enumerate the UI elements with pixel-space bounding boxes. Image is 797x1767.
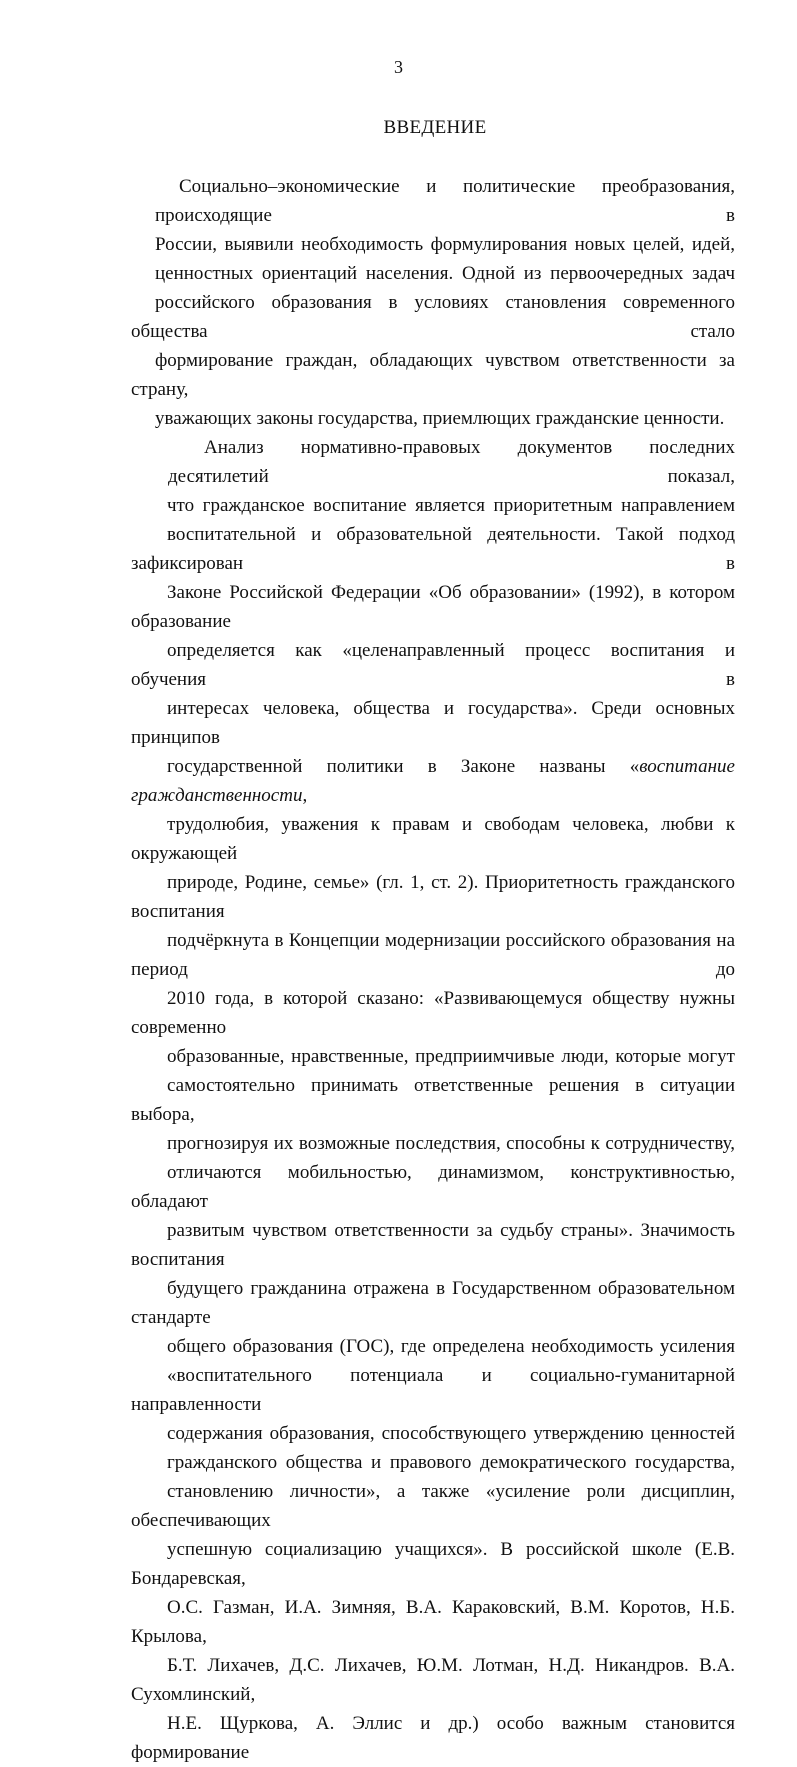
text-line: Н.Е. Щуркова, А. Эллис и др.) особо важным становится формирование <box>131 1713 735 1763</box>
text-line: Б.Т. Лихачев, Д.С. Лихачев, Ю.М. Лотман, Н.Д. Никандров. В.А. Сухомлинский, <box>131 1655 735 1705</box>
emphasized-text: воспитание гражданственности <box>131 756 735 806</box>
text-line: становлению личности», а также «усиление роли дисциплин, обеспечивающих <box>131 1481 735 1531</box>
text-line: природе, Родине, семье» (гл. 1, ст. 2). Приоритетность гражданского воспитания <box>131 872 735 922</box>
text-line: подчёркнута в Концепции модернизации российского образования на период до <box>131 930 735 980</box>
paragraph-1 <box>131 172 735 433</box>
text-line: определяется как «целенаправленный процесс воспитания и обучения в <box>131 640 735 690</box>
text-line: гражданского общества и правового демократического государства, <box>167 1452 735 1473</box>
text-line: О.С. Газман, И.А. Зимняя, В.А. Караковский, В.М. Коротов, Н.Б. Крылова, <box>131 1597 735 1647</box>
text-line: России, выявили необходимость формулирования новых целей, идей, <box>155 234 735 255</box>
text-line: общего образования (ГОС), где определена необходимость усиления <box>167 1336 735 1357</box>
text-line: развитым чувством ответственности за судьбу страны». Значимость воспитания <box>131 1220 735 1270</box>
text-line: образованные, нравственные, предприимчивые люди, которые могут <box>167 1046 735 1067</box>
text-line: успешную социализацию учащихся». В российской школе (Е.В. Бондаревская, <box>131 1539 735 1589</box>
text-line: самостоятельно принимать ответственные решения в ситуации выбора, <box>131 1075 735 1125</box>
paragraph-2 <box>131 433 735 1767</box>
text-line: Социально–экономические и политические преобразования, происходящие в <box>155 176 735 226</box>
text-line: ценностных ориентаций населения. Одной из первоочередных задач <box>155 263 735 284</box>
text-line: интересах человека, общества и государства». Среди основных принципов <box>131 698 735 748</box>
text-line: 2010 года, в которой сказано: «Развивающемуся обществу нужны современно <box>131 988 735 1038</box>
text-line: «воспитательного потенциала и социально-гуманитарной направленности <box>131 1365 735 1415</box>
text-line: российского образования в условиях становления современного общества стало <box>131 292 735 342</box>
page-number: 3 <box>394 57 403 77</box>
text-line: прогнозируя их возможные последствия, способны к сотрудничеству, <box>167 1133 735 1154</box>
text-line: отличаются мобильностью, динамизмом, конструктивностью, обладают <box>131 1162 735 1212</box>
text-segment: государственной политики в Законе названы « <box>167 756 640 777</box>
text-line-with-emphasis <box>131 752 735 810</box>
text-line: воспитательной и образовательной деятельности. Такой подход зафиксирован в <box>131 524 735 574</box>
text-line: что гражданское воспитание является приоритетным направлением <box>167 495 735 516</box>
document-body <box>131 172 735 1767</box>
text-line: содержания образования, способствующего утверждению ценностей <box>167 1423 735 1444</box>
text-line: Анализ нормативно-правовых документов последних десятилетий показал, <box>168 437 735 487</box>
text-line: Законе Российской Федерации «Об образовании» (1992), в котором образование <box>131 582 735 632</box>
text-line: трудолюбия, уважения к правам и свободам человека, любви к окружающей <box>131 814 735 864</box>
text-line: уважающих законы государства, приемлющих гражданские ценности. <box>155 408 725 429</box>
text-line: будущего гражданина отражена в Государственном образовательном стандарте <box>131 1278 735 1328</box>
text-segment: , <box>302 785 308 806</box>
page-title: ВВЕДЕНИЕ <box>383 117 487 138</box>
text-line: формирование граждан, обладающих чувством ответственности за страну, <box>131 350 735 400</box>
